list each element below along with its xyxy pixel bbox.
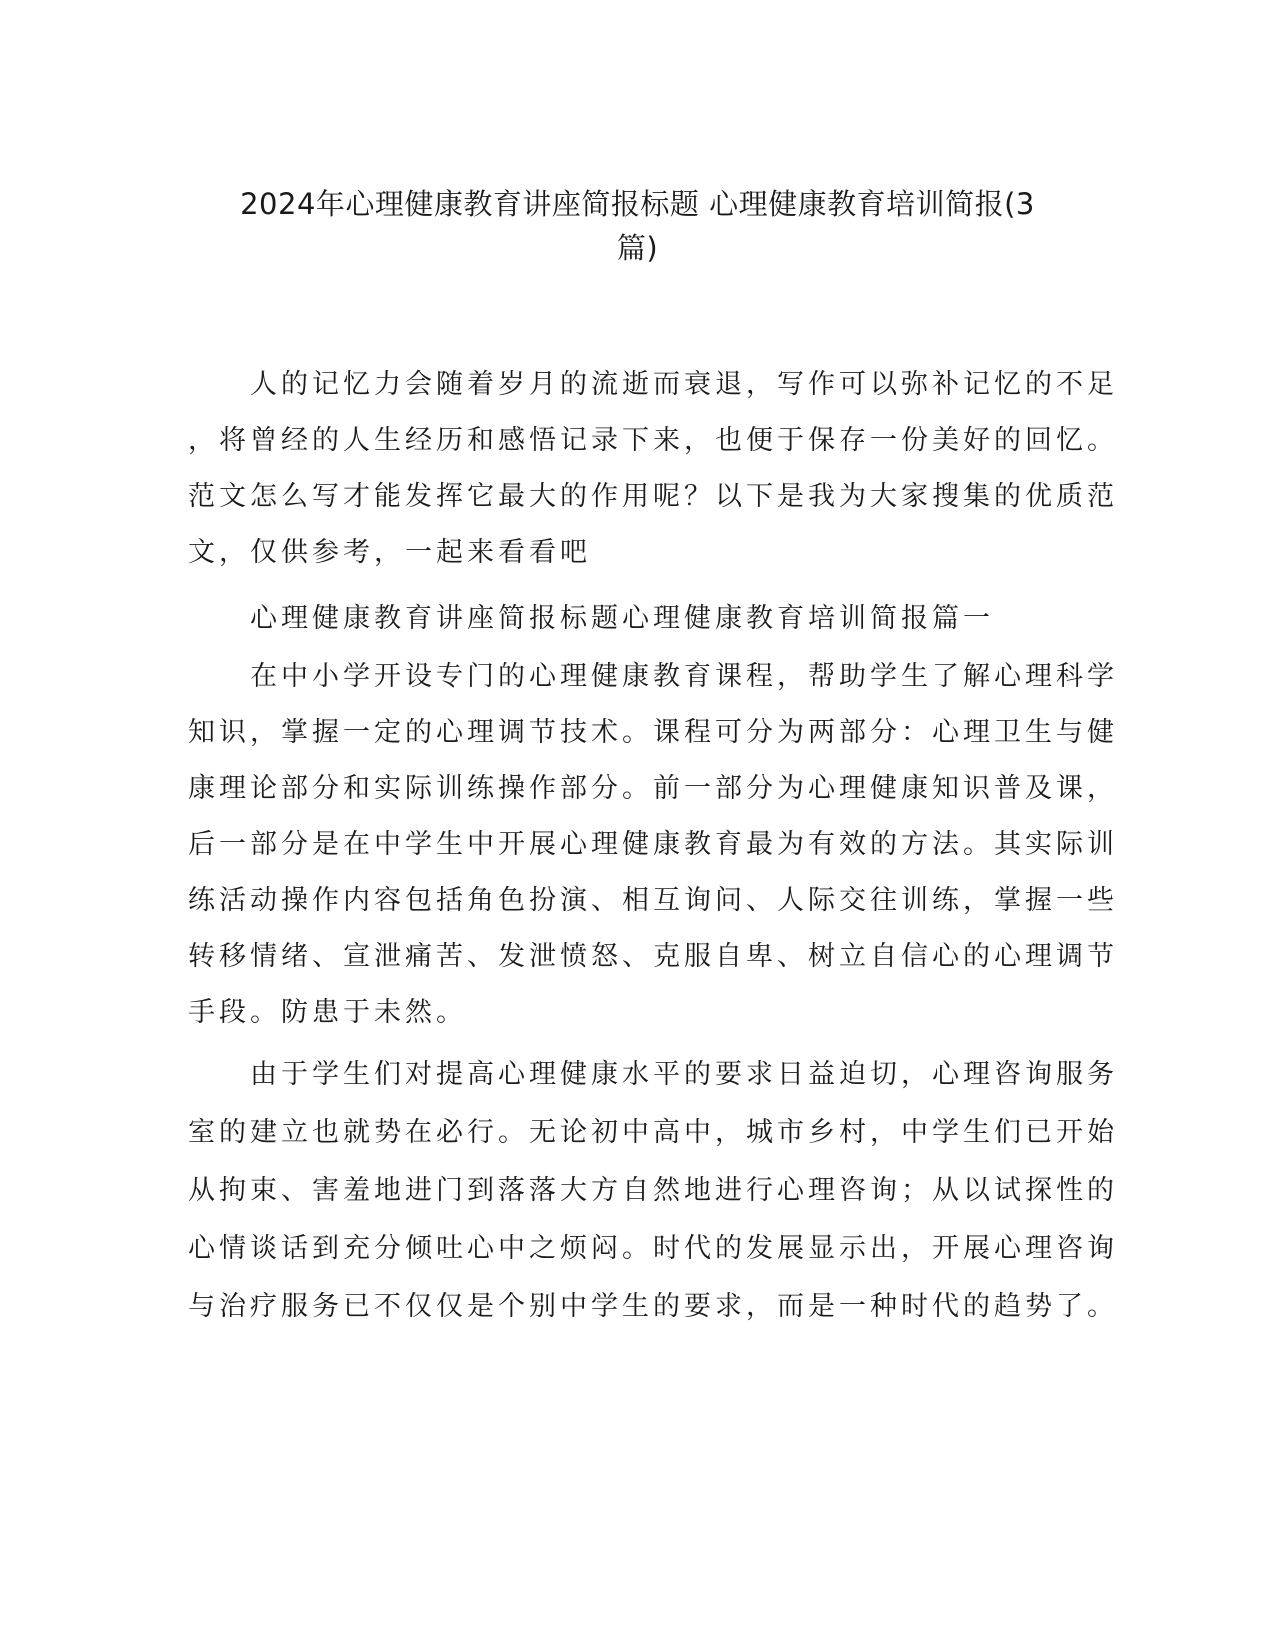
body-line: ，将曾经的人生经历和感悟记录下来，也便于保存一份美好的回忆。 [188,425,1118,456]
title-line-1: 2024年心理健康教育讲座简报标题 心理健康教育培训简报(3 [240,187,1035,221]
body-line: 康理论部分和实际训练操作部分。前一部分为心理健康知识普及课， [188,773,1118,804]
body-line: 文，仅供参考，一起来看看吧 [188,537,591,568]
body-line: 与治疗服务已不仅仅是个别中学生的要求，而是一种时代的趋势了。 [188,1291,1118,1322]
body-line: 室的建立也就势在必行。无论初中高中，城市乡村，中学生们已开始 [188,1117,1118,1148]
body-line: 知识，掌握一定的心理调节技术。课程可分为两部分：心理卫生与健 [188,717,1118,748]
section-heading: 心理健康教育讲座简报标题心理健康教育培训简报篇一 [188,603,994,634]
body-line: 范文怎么写才能发挥它最大的作用呢？以下是我为大家搜集的优质范 [188,481,1118,512]
body-line: 练活动操作内容包括角色扮演、相互询问、人际交往训练，掌握一些 [188,885,1118,916]
document-title [180,182,1095,270]
body-line: 从拘束、害羞地进门到落落大方自然地进行心理咨询；从以试探性的 [188,1175,1118,1206]
body-line: 人的记忆力会随着岁月的流逝而衰退，写作可以弥补记忆的不足 [188,369,1118,400]
body-line: 手段。防患于未然。 [188,997,467,1028]
body-line: 转移情绪、宣泄痛苦、发泄愤怒、克服自卑、树立自信心的心理调节 [188,941,1118,972]
body-line: 后一部分是在中学生中开展心理健康教育最为有效的方法。其实际训 [188,829,1118,860]
body-line: 在中小学开设专门的心理健康教育课程，帮助学生了解心理科学 [188,661,1118,692]
body-line: 由于学生们对提高心理健康水平的要求日益迫切，心理咨询服务 [188,1059,1118,1090]
title-line-2: 篇) [616,231,659,265]
body-line: 心情谈话到充分倾吐心中之烦闷。时代的发展显示出，开展心理咨询 [188,1233,1118,1264]
